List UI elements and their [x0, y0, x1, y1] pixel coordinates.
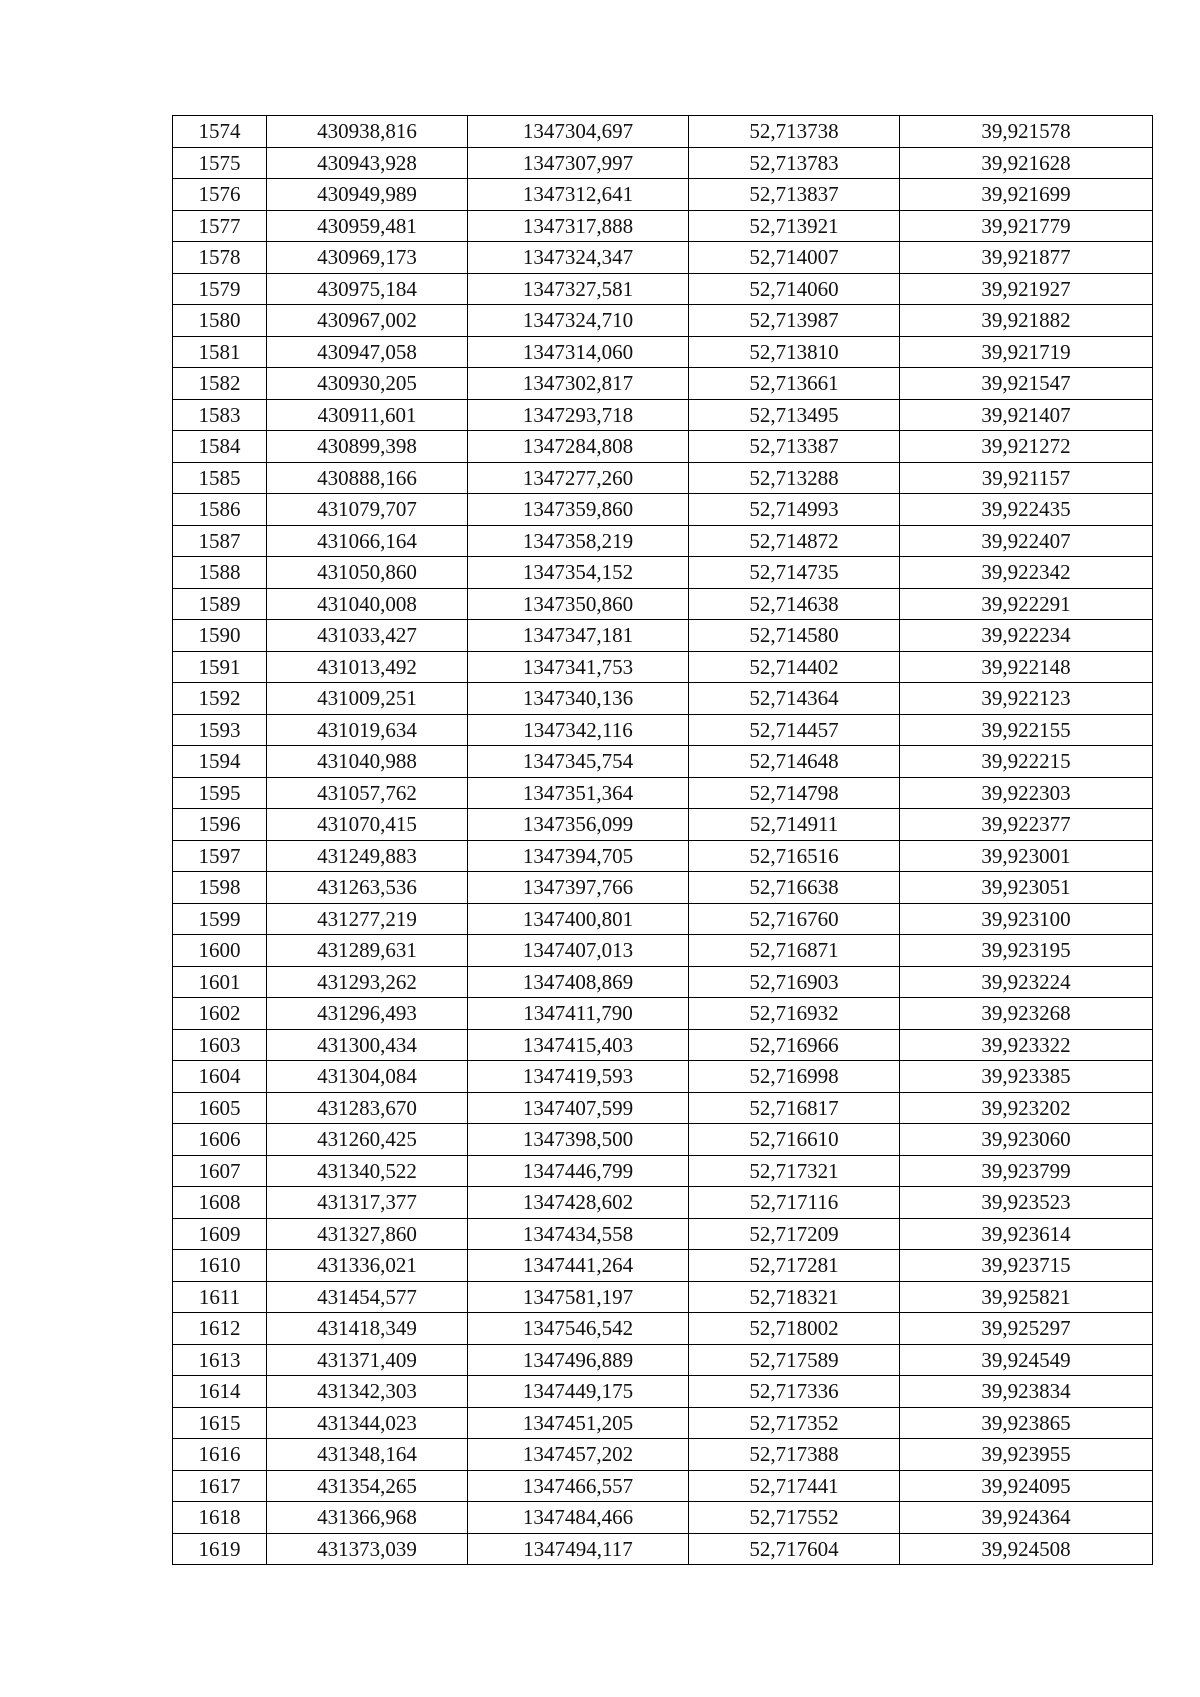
- table-row: [173, 1470, 1153, 1502]
- x-coordinate-cell: 431300,434: [267, 1029, 468, 1061]
- table-row: [173, 1281, 1153, 1313]
- longitude-cell: 39,923799: [900, 1155, 1153, 1187]
- coordinates-table: [172, 115, 1153, 1565]
- latitude-cell: 52,713837: [689, 179, 900, 211]
- longitude-cell: 39,921927: [900, 273, 1153, 305]
- latitude-cell: 52,714648: [689, 746, 900, 778]
- point-number-cell: 1584: [173, 431, 267, 463]
- y-coordinate-cell: 1347400,801: [468, 903, 689, 935]
- latitude-cell: 52,717441: [689, 1470, 900, 1502]
- table-row: [173, 777, 1153, 809]
- coordinates-table-body: [173, 116, 1153, 1565]
- point-number-cell: 1575: [173, 147, 267, 179]
- x-coordinate-cell: 431418,349: [267, 1313, 468, 1345]
- point-number-cell: 1586: [173, 494, 267, 526]
- latitude-cell: 52,716610: [689, 1124, 900, 1156]
- y-coordinate-cell: 1347314,060: [468, 336, 689, 368]
- longitude-cell: 39,923523: [900, 1187, 1153, 1219]
- y-coordinate-cell: 1347494,117: [468, 1533, 689, 1565]
- longitude-cell: 39,923834: [900, 1376, 1153, 1408]
- longitude-cell: 39,925821: [900, 1281, 1153, 1313]
- latitude-cell: 52,717352: [689, 1407, 900, 1439]
- point-number-cell: 1589: [173, 588, 267, 620]
- table-row: [173, 1533, 1153, 1565]
- longitude-cell: 39,923195: [900, 935, 1153, 967]
- y-coordinate-cell: 1347434,558: [468, 1218, 689, 1250]
- table-row: [173, 1187, 1153, 1219]
- latitude-cell: 52,714872: [689, 525, 900, 557]
- table-row: [173, 1407, 1153, 1439]
- y-coordinate-cell: 1347466,557: [468, 1470, 689, 1502]
- table-row: [173, 431, 1153, 463]
- longitude-cell: 39,922303: [900, 777, 1153, 809]
- longitude-cell: 39,924095: [900, 1470, 1153, 1502]
- y-coordinate-cell: 1347359,860: [468, 494, 689, 526]
- y-coordinate-cell: 1347397,766: [468, 872, 689, 904]
- point-number-cell: 1602: [173, 998, 267, 1030]
- y-coordinate-cell: 1347327,581: [468, 273, 689, 305]
- point-number-cell: 1590: [173, 620, 267, 652]
- x-coordinate-cell: 431304,084: [267, 1061, 468, 1093]
- y-coordinate-cell: 1347312,641: [468, 179, 689, 211]
- point-number-cell: 1613: [173, 1344, 267, 1376]
- longitude-cell: 39,923060: [900, 1124, 1153, 1156]
- table-row: [173, 210, 1153, 242]
- point-number-cell: 1595: [173, 777, 267, 809]
- point-number-cell: 1593: [173, 714, 267, 746]
- latitude-cell: 52,717209: [689, 1218, 900, 1250]
- y-coordinate-cell: 1347317,888: [468, 210, 689, 242]
- table-row: [173, 620, 1153, 652]
- table-row: [173, 1313, 1153, 1345]
- longitude-cell: 39,921882: [900, 305, 1153, 337]
- point-number-cell: 1597: [173, 840, 267, 872]
- x-coordinate-cell: 431277,219: [267, 903, 468, 935]
- latitude-cell: 52,714911: [689, 809, 900, 841]
- table-row: [173, 1029, 1153, 1061]
- x-coordinate-cell: 431342,303: [267, 1376, 468, 1408]
- latitude-cell: 52,718321: [689, 1281, 900, 1313]
- latitude-cell: 52,716998: [689, 1061, 900, 1093]
- y-coordinate-cell: 1347449,175: [468, 1376, 689, 1408]
- y-coordinate-cell: 1347350,860: [468, 588, 689, 620]
- y-coordinate-cell: 1347394,705: [468, 840, 689, 872]
- latitude-cell: 52,717321: [689, 1155, 900, 1187]
- y-coordinate-cell: 1347441,264: [468, 1250, 689, 1282]
- point-number-cell: 1615: [173, 1407, 267, 1439]
- longitude-cell: 39,921157: [900, 462, 1153, 494]
- x-coordinate-cell: 431040,988: [267, 746, 468, 778]
- x-coordinate-cell: 430911,601: [267, 399, 468, 431]
- point-number-cell: 1603: [173, 1029, 267, 1061]
- y-coordinate-cell: 1347284,808: [468, 431, 689, 463]
- y-coordinate-cell: 1347457,202: [468, 1439, 689, 1471]
- point-number-cell: 1587: [173, 525, 267, 557]
- x-coordinate-cell: 431066,164: [267, 525, 468, 557]
- y-coordinate-cell: 1347351,364: [468, 777, 689, 809]
- y-coordinate-cell: 1347419,593: [468, 1061, 689, 1093]
- table-row: [173, 179, 1153, 211]
- table-row: [173, 651, 1153, 683]
- longitude-cell: 39,923224: [900, 966, 1153, 998]
- latitude-cell: 52,716871: [689, 935, 900, 967]
- x-coordinate-cell: 430967,002: [267, 305, 468, 337]
- point-number-cell: 1594: [173, 746, 267, 778]
- point-number-cell: 1606: [173, 1124, 267, 1156]
- point-number-cell: 1600: [173, 935, 267, 967]
- table-row: [173, 147, 1153, 179]
- point-number-cell: 1616: [173, 1439, 267, 1471]
- longitude-cell: 39,924549: [900, 1344, 1153, 1376]
- y-coordinate-cell: 1347324,347: [468, 242, 689, 274]
- latitude-cell: 52,716966: [689, 1029, 900, 1061]
- latitude-cell: 52,717388: [689, 1439, 900, 1471]
- x-coordinate-cell: 431327,860: [267, 1218, 468, 1250]
- longitude-cell: 39,923385: [900, 1061, 1153, 1093]
- y-coordinate-cell: 1347546,542: [468, 1313, 689, 1345]
- latitude-cell: 52,713810: [689, 336, 900, 368]
- y-coordinate-cell: 1347340,136: [468, 683, 689, 715]
- table-row: [173, 399, 1153, 431]
- point-number-cell: 1580: [173, 305, 267, 337]
- y-coordinate-cell: 1347293,718: [468, 399, 689, 431]
- latitude-cell: 52,717589: [689, 1344, 900, 1376]
- latitude-cell: 52,717281: [689, 1250, 900, 1282]
- x-coordinate-cell: 431019,634: [267, 714, 468, 746]
- x-coordinate-cell: 431263,536: [267, 872, 468, 904]
- y-coordinate-cell: 1347484,466: [468, 1502, 689, 1534]
- point-number-cell: 1617: [173, 1470, 267, 1502]
- longitude-cell: 39,922377: [900, 809, 1153, 841]
- table-row: [173, 1061, 1153, 1093]
- y-coordinate-cell: 1347354,152: [468, 557, 689, 589]
- longitude-cell: 39,922148: [900, 651, 1153, 683]
- y-coordinate-cell: 1347408,869: [468, 966, 689, 998]
- latitude-cell: 52,713288: [689, 462, 900, 494]
- table-row: [173, 1502, 1153, 1534]
- longitude-cell: 39,921719: [900, 336, 1153, 368]
- latitude-cell: 52,717552: [689, 1502, 900, 1534]
- y-coordinate-cell: 1347324,710: [468, 305, 689, 337]
- table-row: [173, 462, 1153, 494]
- x-coordinate-cell: 431079,707: [267, 494, 468, 526]
- y-coordinate-cell: 1347411,790: [468, 998, 689, 1030]
- longitude-cell: 39,921578: [900, 116, 1153, 148]
- y-coordinate-cell: 1347307,997: [468, 147, 689, 179]
- table-row: [173, 273, 1153, 305]
- latitude-cell: 52,716638: [689, 872, 900, 904]
- latitude-cell: 52,714364: [689, 683, 900, 715]
- x-coordinate-cell: 431033,427: [267, 620, 468, 652]
- longitude-cell: 39,922155: [900, 714, 1153, 746]
- latitude-cell: 52,716932: [689, 998, 900, 1030]
- longitude-cell: 39,921407: [900, 399, 1153, 431]
- longitude-cell: 39,921779: [900, 210, 1153, 242]
- latitude-cell: 52,714638: [689, 588, 900, 620]
- x-coordinate-cell: 431070,415: [267, 809, 468, 841]
- x-coordinate-cell: 430943,928: [267, 147, 468, 179]
- table-row: [173, 1376, 1153, 1408]
- table-row: [173, 525, 1153, 557]
- y-coordinate-cell: 1347342,116: [468, 714, 689, 746]
- table-row: [173, 588, 1153, 620]
- point-number-cell: 1618: [173, 1502, 267, 1534]
- longitude-cell: 39,923715: [900, 1250, 1153, 1282]
- longitude-cell: 39,921272: [900, 431, 1153, 463]
- latitude-cell: 52,717116: [689, 1187, 900, 1219]
- table-row: [173, 1155, 1153, 1187]
- longitude-cell: 39,924508: [900, 1533, 1153, 1565]
- y-coordinate-cell: 1347428,602: [468, 1187, 689, 1219]
- y-coordinate-cell: 1347398,500: [468, 1124, 689, 1156]
- point-number-cell: 1585: [173, 462, 267, 494]
- table-row: [173, 1439, 1153, 1471]
- longitude-cell: 39,923051: [900, 872, 1153, 904]
- x-coordinate-cell: 431354,265: [267, 1470, 468, 1502]
- table-row: [173, 1344, 1153, 1376]
- point-number-cell: 1588: [173, 557, 267, 589]
- latitude-cell: 52,716817: [689, 1092, 900, 1124]
- table-row: [173, 494, 1153, 526]
- x-coordinate-cell: 431249,883: [267, 840, 468, 872]
- latitude-cell: 52,713783: [689, 147, 900, 179]
- point-number-cell: 1619: [173, 1533, 267, 1565]
- table-row: [173, 683, 1153, 715]
- y-coordinate-cell: 1347347,181: [468, 620, 689, 652]
- x-coordinate-cell: 431050,860: [267, 557, 468, 589]
- x-coordinate-cell: 431009,251: [267, 683, 468, 715]
- point-number-cell: 1582: [173, 368, 267, 400]
- table-row: [173, 368, 1153, 400]
- latitude-cell: 52,713987: [689, 305, 900, 337]
- table-row: [173, 1250, 1153, 1282]
- y-coordinate-cell: 1347581,197: [468, 1281, 689, 1313]
- table-row: [173, 1092, 1153, 1124]
- longitude-cell: 39,923614: [900, 1218, 1153, 1250]
- longitude-cell: 39,924364: [900, 1502, 1153, 1534]
- x-coordinate-cell: 431344,023: [267, 1407, 468, 1439]
- point-number-cell: 1579: [173, 273, 267, 305]
- x-coordinate-cell: 431348,164: [267, 1439, 468, 1471]
- x-coordinate-cell: 430947,058: [267, 336, 468, 368]
- latitude-cell: 52,714580: [689, 620, 900, 652]
- table-row: [173, 966, 1153, 998]
- table-row: [173, 872, 1153, 904]
- table-row: [173, 714, 1153, 746]
- latitude-cell: 52,716760: [689, 903, 900, 935]
- point-number-cell: 1576: [173, 179, 267, 211]
- point-number-cell: 1609: [173, 1218, 267, 1250]
- point-number-cell: 1583: [173, 399, 267, 431]
- latitude-cell: 52,714735: [689, 557, 900, 589]
- point-number-cell: 1598: [173, 872, 267, 904]
- y-coordinate-cell: 1347345,754: [468, 746, 689, 778]
- x-coordinate-cell: 430899,398: [267, 431, 468, 463]
- table-row: [173, 903, 1153, 935]
- table-row: [173, 242, 1153, 274]
- latitude-cell: 52,717604: [689, 1533, 900, 1565]
- point-number-cell: 1592: [173, 683, 267, 715]
- longitude-cell: 39,923202: [900, 1092, 1153, 1124]
- x-coordinate-cell: 431454,577: [267, 1281, 468, 1313]
- x-coordinate-cell: 431260,425: [267, 1124, 468, 1156]
- table-row: [173, 336, 1153, 368]
- table-row: [173, 305, 1153, 337]
- x-coordinate-cell: 431293,262: [267, 966, 468, 998]
- x-coordinate-cell: 430975,184: [267, 273, 468, 305]
- latitude-cell: 52,714402: [689, 651, 900, 683]
- table-row: [173, 557, 1153, 589]
- latitude-cell: 52,716903: [689, 966, 900, 998]
- x-coordinate-cell: 431296,493: [267, 998, 468, 1030]
- point-number-cell: 1577: [173, 210, 267, 242]
- longitude-cell: 39,921547: [900, 368, 1153, 400]
- longitude-cell: 39,922342: [900, 557, 1153, 589]
- y-coordinate-cell: 1347277,260: [468, 462, 689, 494]
- x-coordinate-cell: 431373,039: [267, 1533, 468, 1565]
- latitude-cell: 52,713661: [689, 368, 900, 400]
- y-coordinate-cell: 1347358,219: [468, 525, 689, 557]
- x-coordinate-cell: 430938,816: [267, 116, 468, 148]
- point-number-cell: 1607: [173, 1155, 267, 1187]
- x-coordinate-cell: 431289,631: [267, 935, 468, 967]
- x-coordinate-cell: 431340,522: [267, 1155, 468, 1187]
- longitude-cell: 39,921877: [900, 242, 1153, 274]
- latitude-cell: 52,714993: [689, 494, 900, 526]
- x-coordinate-cell: 431283,670: [267, 1092, 468, 1124]
- x-coordinate-cell: 430949,989: [267, 179, 468, 211]
- y-coordinate-cell: 1347407,013: [468, 935, 689, 967]
- x-coordinate-cell: 431366,968: [267, 1502, 468, 1534]
- longitude-cell: 39,922215: [900, 746, 1153, 778]
- table-row: [173, 1218, 1153, 1250]
- longitude-cell: 39,923268: [900, 998, 1153, 1030]
- latitude-cell: 52,714457: [689, 714, 900, 746]
- y-coordinate-cell: 1347415,403: [468, 1029, 689, 1061]
- y-coordinate-cell: 1347304,697: [468, 116, 689, 148]
- point-number-cell: 1574: [173, 116, 267, 148]
- point-number-cell: 1604: [173, 1061, 267, 1093]
- table-row: [173, 1124, 1153, 1156]
- table-row: [173, 998, 1153, 1030]
- point-number-cell: 1596: [173, 809, 267, 841]
- table-row: [173, 809, 1153, 841]
- longitude-cell: 39,923100: [900, 903, 1153, 935]
- x-coordinate-cell: 431040,008: [267, 588, 468, 620]
- latitude-cell: 52,713921: [689, 210, 900, 242]
- longitude-cell: 39,921699: [900, 179, 1153, 211]
- latitude-cell: 52,713495: [689, 399, 900, 431]
- point-number-cell: 1611: [173, 1281, 267, 1313]
- table-row: [173, 935, 1153, 967]
- y-coordinate-cell: 1347496,889: [468, 1344, 689, 1376]
- x-coordinate-cell: 431371,409: [267, 1344, 468, 1376]
- point-number-cell: 1608: [173, 1187, 267, 1219]
- point-number-cell: 1581: [173, 336, 267, 368]
- longitude-cell: 39,922291: [900, 588, 1153, 620]
- table-row: [173, 746, 1153, 778]
- point-number-cell: 1599: [173, 903, 267, 935]
- longitude-cell: 39,925297: [900, 1313, 1153, 1345]
- longitude-cell: 39,923001: [900, 840, 1153, 872]
- x-coordinate-cell: 431013,492: [267, 651, 468, 683]
- y-coordinate-cell: 1347446,799: [468, 1155, 689, 1187]
- point-number-cell: 1578: [173, 242, 267, 274]
- y-coordinate-cell: 1347451,205: [468, 1407, 689, 1439]
- point-number-cell: 1614: [173, 1376, 267, 1408]
- x-coordinate-cell: 431336,021: [267, 1250, 468, 1282]
- latitude-cell: 52,713387: [689, 431, 900, 463]
- x-coordinate-cell: 430959,481: [267, 210, 468, 242]
- latitude-cell: 52,714060: [689, 273, 900, 305]
- y-coordinate-cell: 1347356,099: [468, 809, 689, 841]
- table-row: [173, 116, 1153, 148]
- longitude-cell: 39,923955: [900, 1439, 1153, 1471]
- x-coordinate-cell: 430888,166: [267, 462, 468, 494]
- x-coordinate-cell: 431057,762: [267, 777, 468, 809]
- point-number-cell: 1610: [173, 1250, 267, 1282]
- y-coordinate-cell: 1347302,817: [468, 368, 689, 400]
- x-coordinate-cell: 431317,377: [267, 1187, 468, 1219]
- latitude-cell: 52,717336: [689, 1376, 900, 1408]
- x-coordinate-cell: 430969,173: [267, 242, 468, 274]
- latitude-cell: 52,716516: [689, 840, 900, 872]
- point-number-cell: 1601: [173, 966, 267, 998]
- longitude-cell: 39,923865: [900, 1407, 1153, 1439]
- longitude-cell: 39,922234: [900, 620, 1153, 652]
- latitude-cell: 52,714798: [689, 777, 900, 809]
- latitude-cell: 52,713738: [689, 116, 900, 148]
- longitude-cell: 39,922407: [900, 525, 1153, 557]
- latitude-cell: 52,714007: [689, 242, 900, 274]
- table-row: [173, 840, 1153, 872]
- y-coordinate-cell: 1347407,599: [468, 1092, 689, 1124]
- longitude-cell: 39,922123: [900, 683, 1153, 715]
- point-number-cell: 1612: [173, 1313, 267, 1345]
- y-coordinate-cell: 1347341,753: [468, 651, 689, 683]
- point-number-cell: 1591: [173, 651, 267, 683]
- latitude-cell: 52,718002: [689, 1313, 900, 1345]
- longitude-cell: 39,923322: [900, 1029, 1153, 1061]
- longitude-cell: 39,921628: [900, 147, 1153, 179]
- point-number-cell: 1605: [173, 1092, 267, 1124]
- x-coordinate-cell: 430930,205: [267, 368, 468, 400]
- longitude-cell: 39,922435: [900, 494, 1153, 526]
